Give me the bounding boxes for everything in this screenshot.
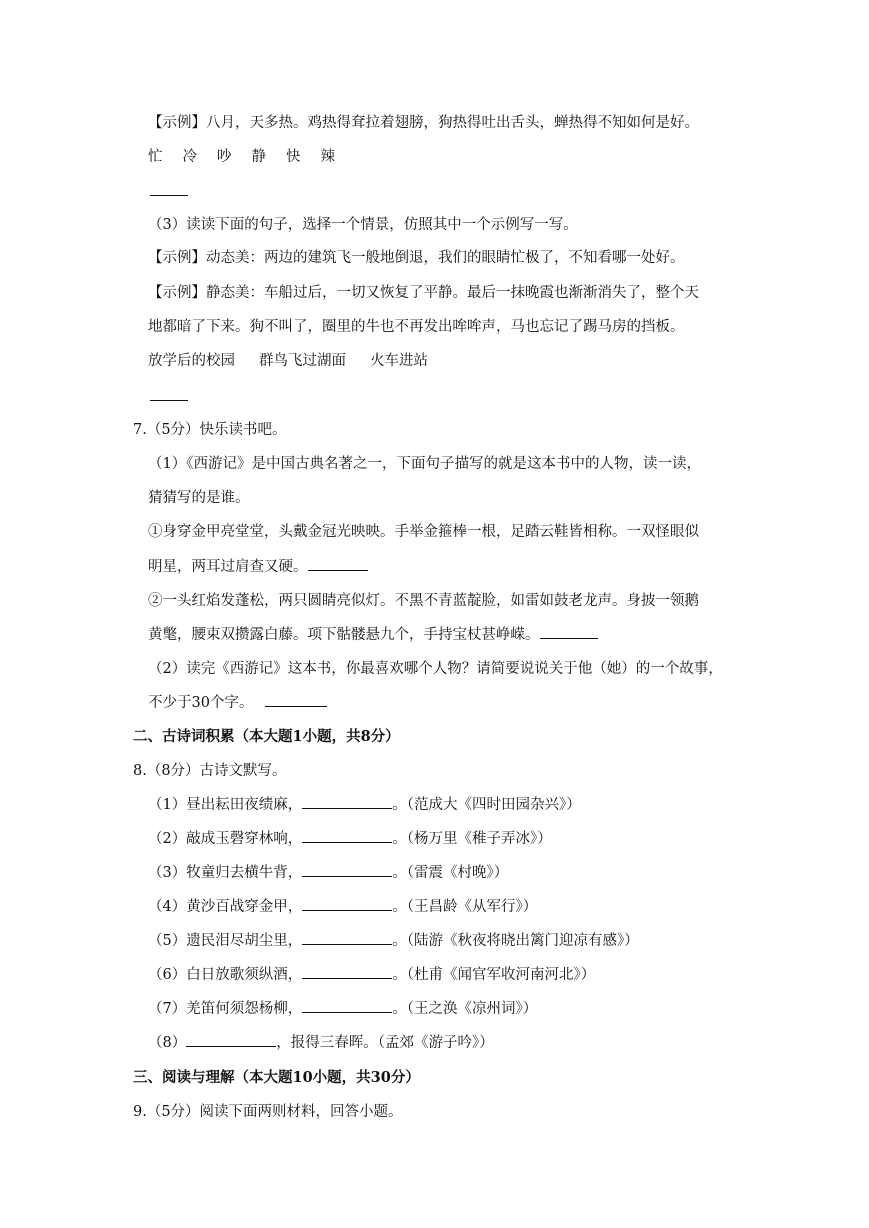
section-3-heading: 三、阅读与理解（本大题10小题，共30分）: [133, 1069, 420, 1086]
q8-item: [148, 965, 595, 985]
q7-passage-a-line2: [148, 557, 368, 577]
q7-title: 7.（5分）快乐读书吧。: [133, 422, 287, 438]
poem-source: 。（雷震《村晚》）: [392, 865, 509, 881]
answer-blank[interactable]: [308, 558, 368, 571]
q8-item: [148, 999, 537, 1019]
answer-blank[interactable]: [150, 195, 188, 196]
q7-part2-line1: （2）读完《西游记》这本书，你最喜欢哪个人物？请简要说说关于他（她）的一个故事，: [148, 661, 723, 677]
q8-item: [148, 829, 552, 849]
answer-blank[interactable]: [265, 694, 327, 707]
word-item: 忙: [148, 149, 163, 165]
q8-title: 8.（8分）古诗文默写。: [133, 763, 287, 779]
q7-passage-a-line1: ①身穿金甲亮堂堂，头戴金冠光映映。手举金箍棒一根，足踏云鞋皆相称。一双怪眼似: [148, 524, 699, 540]
q6-static-example-line2: 地都暗了下来。狗不叫了，圈里的牛也不再发出哞哞声，马也忘记了踢马房的挡板。: [148, 319, 685, 335]
q6-dynamic-example: 【示例】动态美：两边的建筑飞一般地倒退，我们的眼睛忙极了，不知看哪一处好。: [148, 250, 685, 266]
passage-text: 不少于30个字。: [148, 695, 254, 711]
word-item: 吵: [217, 149, 232, 165]
poem-line: （1）昼出耘田夜绩麻，: [148, 797, 303, 813]
answer-blank[interactable]: [302, 796, 392, 809]
q6-scene-list: [148, 351, 452, 371]
poem-source: 。（陆游《秋夜将晓出篱门迎凉有感》）: [392, 933, 639, 949]
q7-part1-line1: （1）《西游记》是中国古典名著之一，下面句子描写的就是这本书中的人物，读一读，: [148, 456, 701, 472]
passage-text: 明星，两耳过肩查又硬。: [148, 559, 308, 575]
q9-title: 9.（5分）阅读下面两则材料，回答小题。: [133, 1104, 403, 1120]
poem-source: 。（王之涣《凉州词》）: [392, 1001, 538, 1017]
poem-line: （8）: [148, 1035, 187, 1051]
poem-source: 。（范成大《四时田园杂兴》）: [392, 797, 581, 813]
q8-item: [148, 795, 581, 815]
poem-source: 。（杜甫《闻官军收河南河北》）: [392, 967, 596, 983]
poem-source: 。（杨万里《稚子弄冰》）: [392, 831, 552, 847]
answer-blank[interactable]: [302, 898, 392, 911]
q6-word-list: [148, 147, 355, 167]
q8-item: [148, 1033, 494, 1053]
q6-example-text: 【示例】八月，天多热。鸡热得耷拉着翅膀，狗热得吐出舌头，蝉热得不知如何是好。: [148, 115, 699, 131]
poem-line: （6）白日放歌须纵酒，: [148, 967, 303, 983]
poem-source: ，报得三春晖。（孟郊《游子吟》）: [276, 1035, 494, 1051]
q6-part3-instruction: （3）读读下面的句子，选择一个情景，仿照其中一个示例写一写。: [148, 217, 578, 233]
scene-item: 火车进站: [370, 353, 428, 369]
word-item: 辣: [320, 149, 335, 165]
poem-line: （5）遗民泪尽胡尘里，: [148, 933, 303, 949]
word-item: 静: [251, 149, 266, 165]
answer-blank[interactable]: [150, 400, 188, 401]
poem-line: （3）牧童归去横牛背，: [148, 865, 303, 881]
q8-item: [148, 931, 639, 951]
answer-blank[interactable]: [186, 1034, 276, 1047]
q7-passage-b-line2: [148, 625, 598, 645]
section-2-heading: 二、古诗词积累（本大题1小题，共8分）: [133, 728, 400, 745]
q7-passage-b-line1: ②一头红焰发蓬松，两只圆睛亮似灯。不黑不青蓝靛脸，如雷如鼓老龙声。身披一领鹅: [148, 593, 699, 609]
poem-line: （7）羌笛何须怨杨柳，: [148, 1001, 303, 1017]
q8-item: [148, 897, 537, 917]
poem-line: （2）敲成玉磬穿林响，: [148, 831, 303, 847]
scene-item: 群鸟飞过湖面: [259, 353, 346, 369]
answer-blank[interactable]: [302, 966, 392, 979]
word-item: 冷: [182, 149, 197, 165]
answer-blank[interactable]: [302, 932, 392, 945]
q7-part1-line2: 猜猜写的是谁。: [148, 490, 250, 506]
poem-line: （4）黄沙百战穿金甲，: [148, 899, 303, 915]
scene-item: 放学后的校园: [148, 353, 235, 369]
answer-blank[interactable]: [302, 1000, 392, 1013]
q7-part2-line2: [148, 693, 327, 713]
q8-item: [148, 863, 508, 883]
q6-static-example-line1: 【示例】静态美：车船过后，一切又恢复了平静。最后一抹晚霞也渐渐消失了，整个天: [148, 285, 699, 301]
answer-blank[interactable]: [540, 626, 598, 639]
word-item: 快: [286, 149, 301, 165]
answer-blank[interactable]: [302, 864, 392, 877]
poem-source: 。（王昌龄《从军行》）: [392, 899, 538, 915]
answer-blank[interactable]: [302, 830, 392, 843]
passage-text: 黄氅，腰束双攒露白藤。项下骷髅悬九个，手持宝杖甚峥嵘。: [148, 627, 540, 643]
